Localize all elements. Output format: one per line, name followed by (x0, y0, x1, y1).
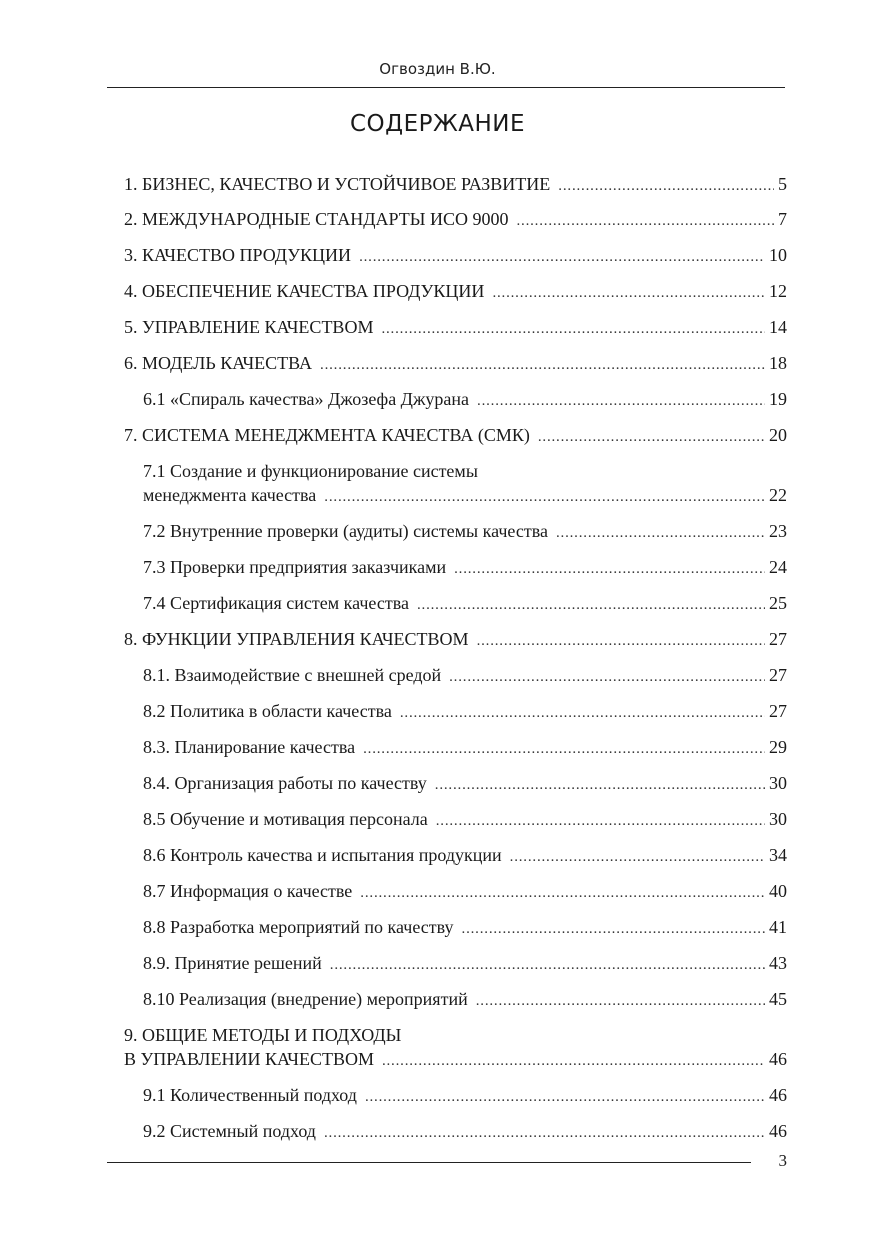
dot-leader (449, 665, 765, 689)
toc-entry-page: 20 (769, 425, 787, 445)
toc-entry-page: 41 (769, 917, 787, 937)
toc-entry-page: 23 (769, 521, 787, 541)
toc-entry-page: 27 (769, 665, 787, 685)
page-number: 3 (778, 1151, 787, 1170)
toc-entry-page: 12 (769, 281, 787, 301)
toc-entry[interactable] (124, 423, 787, 449)
header-rule (107, 87, 785, 88)
toc-entry-page: 14 (769, 317, 787, 337)
toc-subentry[interactable] (143, 915, 787, 941)
dot-leader (417, 593, 765, 617)
toc-entry-title: 8.10 Реализация (внедрение) мероприятий (143, 989, 468, 1009)
dot-leader (363, 737, 765, 761)
toc-entry-page: 7 (778, 209, 787, 229)
toc-entry-title-line1: 9. ОБЩИЕ МЕТОДЫ И ПОДХОДЫ (124, 1025, 402, 1045)
toc-entry[interactable] (124, 172, 787, 198)
dot-leader (436, 809, 765, 833)
toc-entry-title: 8.1. Взаимодействие с внешней средой (143, 665, 442, 685)
toc-entry-title: 3. КАЧЕСТВО ПРОДУКЦИИ (124, 245, 352, 265)
dot-leader (462, 917, 765, 941)
toc-entry-title: 5. УПРАВЛЕНИЕ КАЧЕСТВОМ (124, 317, 374, 337)
toc-entry[interactable] (124, 315, 787, 341)
toc-subentry[interactable] (143, 519, 787, 545)
toc-entry-title: 8.5 Обучение и мотивация персонала (143, 809, 428, 829)
dot-leader (510, 845, 765, 869)
toc-entry-page: 30 (769, 809, 787, 829)
toc-entry-title: 8. ФУНКЦИИ УПРАВЛЕНИЯ КАЧЕСТВОМ (124, 629, 469, 649)
toc-entry[interactable] (124, 627, 787, 653)
dot-leader (435, 773, 765, 797)
toc-entry-page: 30 (769, 773, 787, 793)
toc-entry-title-line1: 7.1 Создание и функционирование системы (143, 461, 478, 481)
toc-entry-page: 40 (769, 881, 787, 901)
dot-leader (320, 353, 765, 377)
toc-entry-title: 7.3 Проверки предприятия заказчиками (143, 557, 447, 577)
page-title: СОДЕРЖАНИЕ (349, 111, 526, 137)
toc-entry-title: 8.4. Организация работы по качеству (143, 773, 427, 793)
toc-entry-title: 8.8 Разработка мероприятий по качеству (143, 917, 454, 937)
dot-leader (476, 989, 765, 1013)
toc-entry-title: 9.1 Количественный подход (143, 1085, 357, 1105)
toc-entry-page: 29 (769, 737, 787, 757)
toc-entry-page: 43 (769, 953, 787, 973)
toc-subentry[interactable] (143, 987, 787, 1013)
toc-entry-title: 7.2 Внутренние проверки (аудиты) системы качества (143, 521, 548, 541)
toc-entry-page: 46 (769, 1121, 787, 1141)
toc-entry-page: 27 (769, 629, 787, 649)
toc-entry[interactable] (124, 207, 787, 233)
toc-subentry[interactable] (143, 843, 787, 869)
toc-entry-title: менеджмента качества (143, 485, 317, 505)
toc-subentry[interactable] (143, 807, 787, 833)
dot-leader (324, 1121, 765, 1145)
toc-subentry[interactable] (143, 951, 787, 977)
toc-subentry[interactable] (143, 771, 787, 797)
toc-entry-page: 46 (769, 1085, 787, 1105)
dot-leader (381, 317, 765, 341)
toc-entry-title: 7. СИСТЕМА МЕНЕДЖМЕНТА КАЧЕСТВА (СМК) (124, 425, 530, 445)
toc-entry-page: 25 (769, 593, 787, 613)
toc-entry-title: 6. МОДЕЛЬ КАЧЕСТВА (124, 353, 313, 373)
toc-subentry[interactable] (143, 1119, 787, 1145)
dot-leader (324, 485, 765, 509)
dot-leader (365, 1085, 765, 1109)
toc-subentry[interactable] (143, 663, 787, 689)
toc-entry-title: 7.4 Сертификация систем качества (143, 593, 409, 613)
toc-entry-page: 19 (769, 389, 787, 409)
toc-subentry[interactable] (143, 879, 787, 905)
dot-leader (516, 209, 774, 233)
toc-subentry[interactable] (143, 1083, 787, 1109)
toc-entry-title: 8.7 Информация о качестве (143, 881, 353, 901)
toc-subentry[interactable] (143, 735, 787, 761)
toc-entry[interactable] (124, 279, 787, 305)
toc-entry-page: 24 (769, 557, 787, 577)
dot-leader (382, 1049, 765, 1073)
dot-leader (556, 521, 765, 545)
dot-leader (359, 245, 765, 269)
dot-leader (330, 953, 765, 977)
toc-entry-title: 8.6 Контроль качества и испытания продукции (143, 845, 502, 865)
running-head-author: Огвоздин В.Ю. (379, 60, 496, 78)
toc-entry-title: 4. ОБЕСПЕЧЕНИЕ КАЧЕСТВА ПРОДУКЦИИ (124, 281, 485, 301)
toc-entry-page: 27 (769, 701, 787, 721)
toc-entry-title: 8.9. Принятие решений (143, 953, 322, 973)
toc-subentry[interactable] (143, 387, 787, 413)
toc-entry-title: В УПРАВЛЕНИИ КАЧЕСТВОМ (124, 1049, 374, 1069)
toc-entry-page: 22 (769, 485, 787, 505)
dot-leader (538, 425, 765, 449)
toc-entry-page: 18 (769, 353, 787, 373)
toc-entry-page: 45 (769, 989, 787, 1009)
toc-subentry[interactable] (143, 591, 787, 617)
toc-entry[interactable] (124, 1023, 787, 1073)
toc-entry-page: 5 (778, 174, 787, 194)
toc-entry-page: 46 (769, 1049, 787, 1069)
toc-entry-title: 1. БИЗНЕС, КАЧЕСТВО И УСТОЙЧИВОЕ РАЗВИТИЕ (124, 174, 551, 194)
dot-leader (477, 389, 765, 413)
dot-leader (454, 557, 765, 581)
footer-rule (107, 1162, 751, 1163)
toc-entry-title: 2. МЕЖДУНАРОДНЫЕ СТАНДАРТЫ ИСО 9000 (124, 209, 509, 229)
dot-leader (558, 174, 774, 198)
toc-entry-title: 9.2 Системный подход (143, 1121, 316, 1141)
toc-entry-title: 6.1 «Спираль качества» Джозефа Джурана (143, 389, 470, 409)
toc-subentry[interactable] (143, 459, 787, 509)
toc-entry-page: 10 (769, 245, 787, 265)
toc-entry[interactable] (124, 243, 787, 269)
toc-subentry[interactable] (143, 699, 787, 725)
dot-leader (477, 629, 765, 653)
dot-leader (360, 881, 765, 905)
toc-entry[interactable] (124, 351, 787, 377)
toc-entry-title: 8.2 Политика в области качества (143, 701, 392, 721)
dot-leader (492, 281, 765, 305)
toc-entry-page: 34 (769, 845, 787, 865)
toc-entry-title: 8.3. Планирование качества (143, 737, 356, 757)
toc-subentry[interactable] (143, 555, 787, 581)
dot-leader (400, 701, 765, 725)
